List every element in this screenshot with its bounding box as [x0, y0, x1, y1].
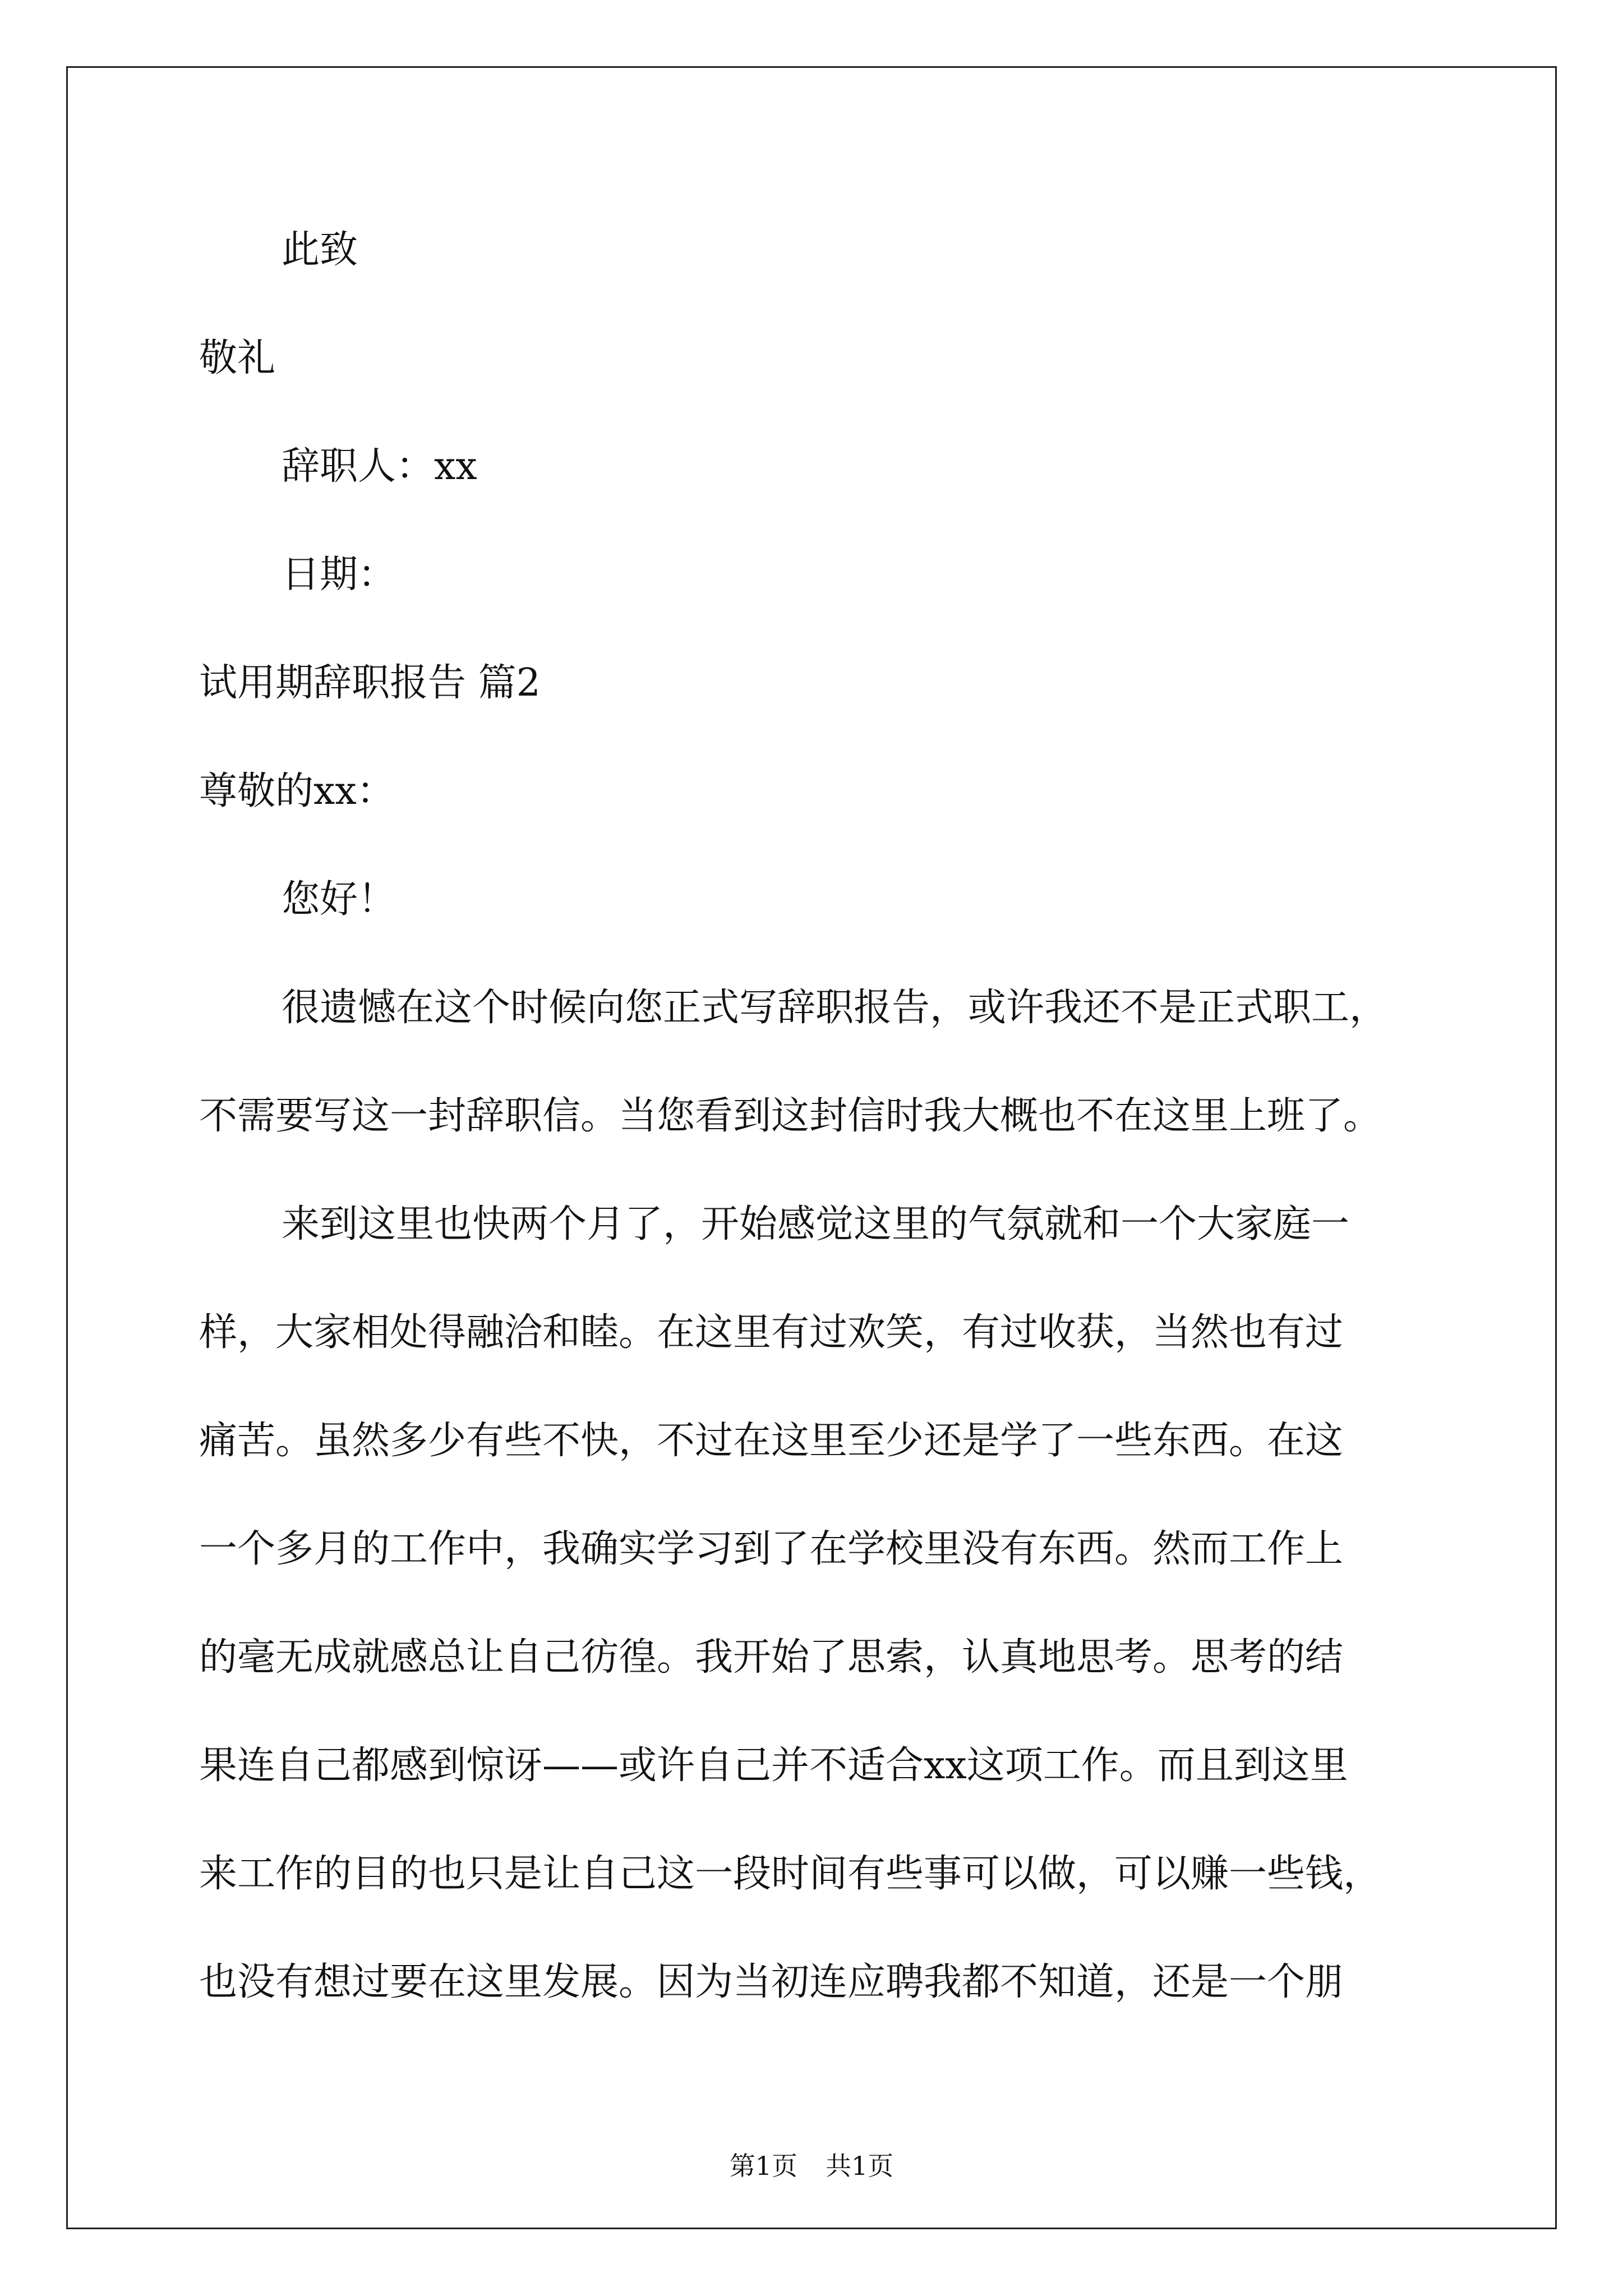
- salutation-line: 敬礼: [199, 336, 276, 380]
- signer-line: 辞职人：xx: [282, 444, 477, 489]
- greeting-line: 您好！: [282, 877, 396, 922]
- section-heading: 试用期辞职报告 篇2: [199, 661, 541, 705]
- paragraph-line: 来到这里也快两个月了，开始感觉这里的气氛就和一个大家庭一: [282, 1202, 1350, 1246]
- page-footer: [0, 2153, 1623, 2179]
- paragraph-line: 的毫无成就感总让自己彷徨。我开始了思索，认真地思考。思考的结: [199, 1635, 1344, 1680]
- paragraph-line: 不需要写这一封辞职信。当您看到这封信时我大概也不在这里上班了。: [199, 1094, 1382, 1138]
- paragraph-line: 痛苦。虽然多少有些不快，不过在这里至少还是学了一些东西。在这: [199, 1419, 1344, 1463]
- closing-line: 此致: [282, 228, 358, 272]
- paragraph-line: 很遗憾在这个时候向您正式写辞职报告，或许我还不是正式职工，: [282, 986, 1388, 1030]
- addressee-line: 尊敬的xx：: [199, 769, 395, 813]
- paragraph-line: 一个多月的工作中，我确实学习到了在学校里没有东西。然而工作上: [199, 1527, 1344, 1571]
- paragraph-line: 果连自己都感到惊讶——或许自己并不适合xx这项工作。而且到这里: [199, 1743, 1348, 1788]
- paragraph-line: 来工作的目的也只是让自己这一段时间有些事可以做，可以赚一些钱，: [199, 1852, 1382, 1896]
- page-number-total: 共1页: [826, 2151, 894, 2181]
- paragraph-line: 样，大家相处得融洽和睦。在这里有过欢笑，有过收获，当然也有过: [199, 1310, 1344, 1355]
- date-line: 日期：: [282, 553, 396, 597]
- paragraph-line: 也没有想过要在这里发展。因为当初连应聘我都不知道，还是一个朋: [199, 1960, 1344, 2004]
- page-number-current: 第1页: [729, 2151, 797, 2181]
- page-frame: [66, 66, 1557, 2229]
